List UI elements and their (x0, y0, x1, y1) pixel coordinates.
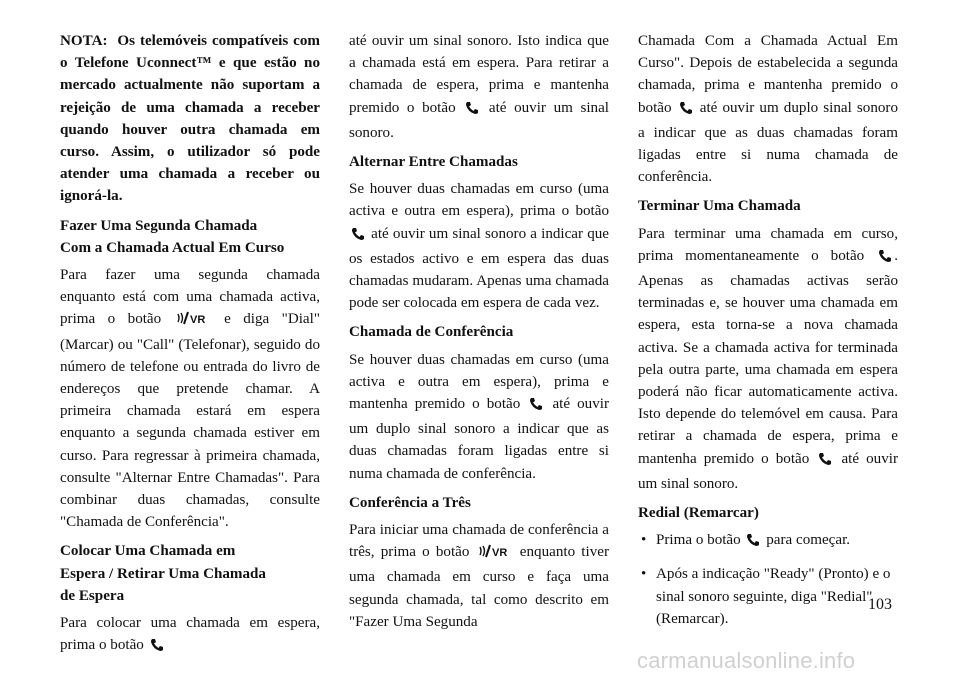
heading-end-call: Terminar Uma Chamada (638, 198, 801, 215)
heading-hold (60, 540, 320, 607)
list-item (638, 529, 898, 554)
phone-icon (529, 396, 543, 418)
paragraph-toggle (349, 178, 609, 314)
text-segment: até ouvir um sinal sonoro. (349, 99, 609, 141)
phone-icon (746, 532, 760, 554)
text-segment: Para iniciar uma chamada de conferência a três, prima o botão (349, 522, 609, 561)
heading-redial: Redial (Remarcar) (638, 505, 759, 522)
phone-icon (150, 637, 164, 659)
text-segment: até ouvir um duplo sinal sonoro a indicar que as duas chamadas foram ligadas entre si numa chamada de conferência. (638, 99, 898, 186)
svg-text:VR: VR (189, 314, 205, 327)
text-segment: até ouvir um sinal sonoro a indicar que os estados activo e em espera das duas chamadas mudaram. Apenas uma chamada pode ser colocada em espera de cada vez. (349, 225, 609, 312)
text-segment: Para fazer uma segunda chamada enquanto está com uma chamada activa, prima o botão (60, 267, 320, 328)
heading-line: Com a Chamada Actual Em Curso (60, 239, 285, 256)
phone-icon (351, 226, 365, 248)
heading-line: Espera / Retirar Uma Chamada (60, 565, 266, 582)
phone-icon (465, 100, 479, 122)
heading-line: de Espera (60, 587, 125, 604)
text-segment: para começar. (766, 532, 851, 549)
text-segment: e diga "Dial" (Marcar) ou "Call" (Telefonar), seguido do número de telefone ou entrada do livro de endereços que pretende chamar. A primeira chamada estará em espera enquanto a segunda chamada estiver em curso. Para regressar à primeira chamada, consulte "Alternar Entre Chamadas". Para combinar duas chamadas, consulte "Chamada de Conferência". (60, 311, 320, 531)
text-segment: . Apenas as chamadas activas serão terminadas e, se houver uma chamada em espera, esta torna-se a nova chamada activa. Se a chamada activa for terminada pela outra parte, uma chamada em espera poderá não ficar automaticamente activa. Isto depende do telemóvel em causa. Para retirar a chamada de espera, prima e mantenha premido o botão (638, 247, 898, 467)
paragraph-second-call (60, 264, 320, 533)
phone-icon (679, 100, 693, 122)
watermark: carmanualsonline.info (637, 648, 856, 673)
voice-recognition-icon (176, 310, 210, 333)
note-text: Os telemóveis compatíveis com o Telefone Uconnect™ e que estão no mercado actualmente não suportam a rejeição de uma chamada a receber quando houver outra chamada em curso. Assim, o utilizador só pode atender uma chamada a receber ou ignorá-la. (60, 33, 321, 205)
heading-line: Fazer Uma Segunda Chamada (60, 217, 258, 234)
paragraph-end-call (638, 223, 898, 495)
svg-text:VR: VR (491, 547, 507, 560)
text-segment: Para colocar uma chamada em espera, prima o botão (60, 615, 320, 654)
paragraph-three-way-part1 (349, 519, 609, 633)
page-number: 103 (868, 596, 892, 613)
paragraph-conference (349, 349, 609, 485)
heading-line: Colocar Uma Chamada em (60, 543, 236, 560)
phone-icon (818, 451, 832, 473)
text-segment: Se houver duas chamadas em curso (uma activa e outra em espera), prima o botão (349, 181, 609, 220)
heading-three-way: Conferência a Três (349, 494, 471, 511)
heading-conference: Chamada de Conferência (349, 324, 514, 341)
redial-list (638, 529, 898, 630)
paragraph-hold-part2 (349, 30, 609, 144)
text-segment: Para terminar uma chamada em curso, prima momentaneamente o botão (638, 225, 898, 264)
text-segment: até ouvir um sinal sonoro. (638, 450, 898, 492)
list-item: • Após a indicação "Ready" (Pronto) e o sinal sonoro seguinte, diga "Redial" (Remarcar). (638, 563, 898, 630)
text-segment: até ouvir um duplo sinal sonoro a indicar que as duas chamadas foram ligadas entre si numa chamada de conferência. (349, 396, 609, 482)
text-segment: até ouvir um sinal sonoro. Isto indica que a chamada está em espera. Para retirar a chamada de espera, prima e mantenha premido o botão (349, 33, 609, 116)
text-segment: Chamada Com a Chamada Actual Em Curso". Depois de estabelecida a segunda chamada, prima e mantenha premido o botão (638, 33, 898, 116)
text-segment: enquanto tiver uma chamada em curso e faça uma segunda chamada, tal como descrito em "Fazer Uma Segunda (349, 544, 609, 630)
paragraph-hold-part1 (60, 612, 320, 659)
text-segment: Se houver duas chamadas em curso (uma activa e outra em espera), prima e mantenha premido o botão (349, 351, 609, 413)
heading-second-call (60, 215, 320, 259)
voice-recognition-icon (478, 543, 512, 566)
column-3 (638, 30, 898, 639)
heading-toggle: Alternar Entre Chamadas (349, 154, 518, 171)
column-1 (60, 30, 320, 666)
column-2 (349, 30, 609, 640)
text-segment: Prima o botão (656, 532, 741, 549)
phone-icon (878, 248, 892, 270)
note-paragraph (60, 30, 320, 208)
note-label: NOTA: (60, 33, 108, 49)
paragraph-three-way-part2 (638, 30, 898, 188)
